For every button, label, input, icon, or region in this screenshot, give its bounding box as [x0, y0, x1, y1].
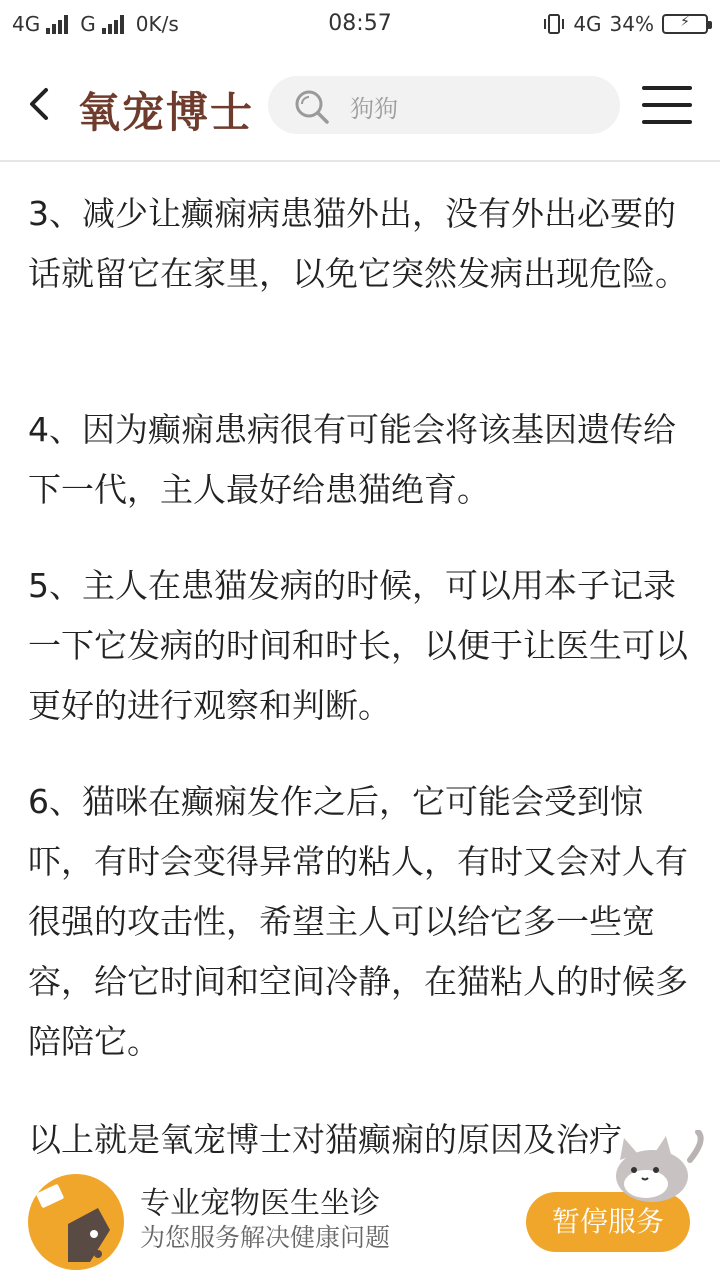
article-paragraph: 3、减少让癫痫病患猫外出，没有外出必要的话就留它在家里，以免它突然发病出现危险。 — [28, 194, 688, 293]
cat-mascot-icon[interactable] — [610, 1130, 710, 1210]
vibrate-icon — [543, 13, 565, 35]
doctor-avatar — [28, 1174, 124, 1270]
pause-service-button[interactable]: 暂停服务 — [526, 1192, 690, 1252]
network-type-1: 4G — [12, 12, 41, 36]
status-right — [543, 12, 708, 36]
banner-title: 专业宠物医生坐诊 — [140, 1186, 380, 1221]
app-header — [0, 52, 720, 162]
network-type-3: 4G — [573, 12, 602, 36]
dog-illustration-icon — [28, 1174, 124, 1270]
search-bar[interactable] — [268, 76, 620, 134]
back-arrow-icon[interactable] — [22, 84, 62, 124]
article-paragraph: 以上就是氧宠博士对猫癫痫的原因及治疗 — [28, 1120, 622, 1159]
search-placeholder: 狗狗 — [350, 95, 398, 123]
article-paragraph: 4、因为癫痫患病很有可能会将该基因遗传给下一代，主人最好给患猫绝育。 — [28, 410, 676, 509]
status-bar — [0, 0, 720, 52]
article-content — [0, 164, 720, 1184]
article-paragraph: 5、主人在患猫发病的时候，可以用本子记录一下它发病的时间和时长，以便于让医生可以更好的进行观察和判断。 — [28, 566, 688, 725]
app-logo[interactable]: 氧宠博士 — [78, 88, 255, 137]
menu-icon[interactable] — [642, 86, 692, 124]
network-speed: 0K/s — [135, 12, 179, 36]
search-icon — [294, 89, 330, 125]
banner-subtitle: 为您服务解决健康问题 — [140, 1223, 391, 1252]
clock: 08:57 — [328, 11, 392, 36]
article-paragraph: 6、猫咪在癫痫发作之后，它可能会受到惊吓，有时会变得异常的粘人，有时又会对人有很强的攻击性，希望主人可以给它多一些宽容，给它时间和空间冷静，在猫粘人的时候多陪陪它。 — [28, 782, 688, 1061]
network-type-2: G — [80, 12, 96, 36]
battery-percent: 34% — [609, 12, 654, 36]
battery-icon: ⚡ — [662, 14, 708, 34]
